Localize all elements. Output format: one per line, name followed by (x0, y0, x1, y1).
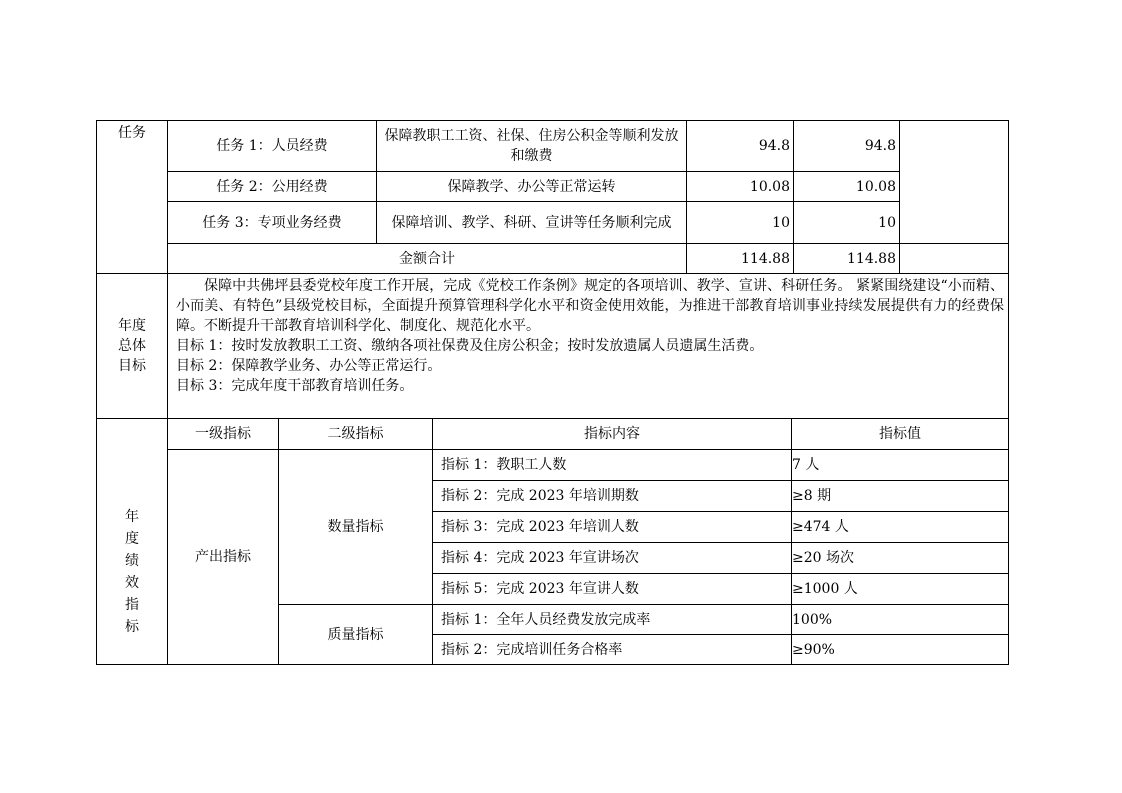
task-2-name: 任务 2：公用经费 (216, 178, 328, 195)
quantity-2-value: ≥8 期 (792, 488, 832, 504)
task-1-amount-2: 94.8 (864, 138, 896, 154)
task-3-name: 任务 3：专项业务经费 (202, 214, 342, 231)
quantity-4-value: ≥20 场次 (792, 550, 854, 566)
task-2-content: 保障教学、办公等正常运转 (447, 178, 616, 195)
quantity-5-content: 指标 5：完成 2023 年宣讲人数 (441, 581, 639, 597)
total-amount-1: 114.88 (741, 250, 790, 267)
performance-label-char-2: 度 (125, 530, 139, 547)
quantity-3-content: 指标 3：完成 2023 年培训人数 (441, 519, 639, 535)
task-1-name: 任务 1：人员经费 (216, 138, 328, 154)
header-level2: 二级指标 (327, 426, 384, 442)
quantity-3-value: ≥474 人 (792, 519, 849, 535)
quantity-1-content: 指标 1：教职工人数 (441, 457, 567, 473)
annual-goal-label-line-1: 年度 (118, 318, 146, 334)
header-content: 指标内容 (584, 426, 640, 442)
task-3-amount-1: 10 (772, 214, 790, 231)
level2-quantity: 数量指标 (327, 519, 384, 535)
performance-label-char-4: 效 (125, 574, 139, 591)
quality-2-content: 指标 2：完成培训任务合格率 (441, 641, 623, 658)
level2-quality: 质量指标 (327, 626, 384, 643)
quantity-1-value: 7 人 (792, 457, 820, 473)
task-3-amount-2: 10 (878, 214, 896, 231)
performance-label-char-6: 标 (125, 618, 139, 635)
level1-output: 产出指标 (195, 549, 251, 565)
quality-2-value: ≥90% (792, 641, 835, 658)
annual-goal-label (97, 274, 167, 418)
annual-goal-paragraph: 保障中共佛坪县委党校年度工作开展，完成《党校工作条例》规定的各项培训、教学、宣讲、科研任务。 紧紧围绕建设“小而精、小而美、有特色”县级党校目标，全面提升预算管理科学化水平和资金使用效能，为推进干部教育培训事业持续发展提供有力的经费保障。不断提升干部教育培训科学化、制度化、规范化水平。 (176, 278, 1004, 334)
annual-goal-label-line-2: 总体 (118, 338, 146, 354)
task-2-amount-2: 10.08 (855, 178, 896, 195)
quantity-4-content: 指标 4：完成 2023 年宣讲场次 (441, 550, 639, 566)
goal-1: 目标 1：按时发放教职工工资、缴纳各项社保费及住房公积金；按时发放遗属人员遗属生活费。 (176, 338, 764, 354)
task-2-amount-1: 10.08 (749, 178, 790, 195)
goal-3: 目标 3：完成年度干部教育培训任务。 (176, 378, 414, 394)
task-section-label: 任务 (118, 125, 146, 141)
performance-label-char-3: 绩 (125, 552, 139, 569)
quality-1-content: 指标 1：全年人员经费发放完成率 (441, 611, 651, 628)
quantity-5-value: ≥1000 人 (792, 581, 858, 597)
quality-1-value: 100% (792, 611, 833, 628)
annual-goal-label-line-3: 目标 (118, 358, 146, 374)
header-value: 指标值 (879, 426, 921, 442)
task-1-amount-1: 94.8 (758, 138, 790, 154)
total-amount-2: 114.88 (847, 250, 896, 267)
performance-label-char-1: 年 (125, 508, 139, 525)
performance-label-char-5: 指 (125, 596, 139, 613)
task-1-content: 保障教职工工资、社保、住房公积金等顺利发放和缴费 (384, 128, 679, 164)
performance-label (97, 419, 167, 664)
header-level1: 一级指标 (195, 426, 251, 442)
task-3-content: 保障培训、教学、科研、宣讲等任务顺利完成 (391, 214, 672, 231)
annual-goal-text (168, 274, 1008, 418)
goal-2: 目标 2：保障教学业务、办公等正常运行。 (176, 358, 442, 374)
quantity-2-content: 指标 2：完成 2023 年培训期数 (441, 488, 639, 504)
total-label: 金额合计 (399, 250, 455, 267)
